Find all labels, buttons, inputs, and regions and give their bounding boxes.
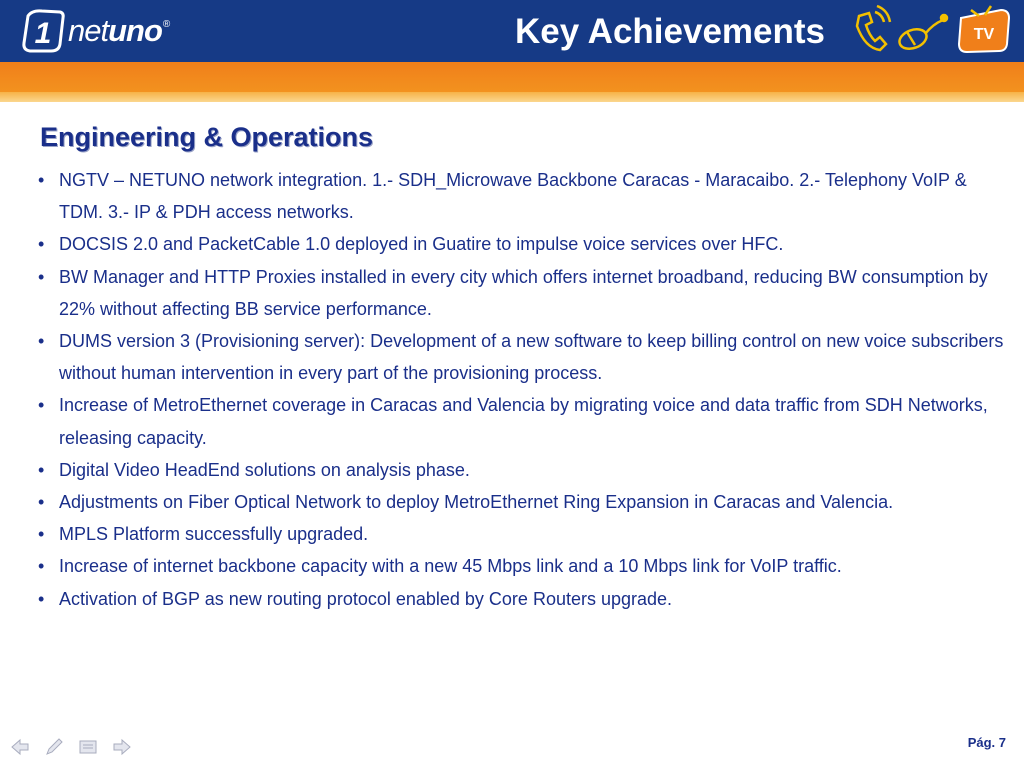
bullet-dot: •	[38, 266, 45, 287]
bullet-text: Digital Video HeadEnd solutions on analysis phase.	[59, 459, 470, 480]
bullet-item	[36, 228, 1011, 260]
bullet-item	[36, 486, 1011, 518]
netuno-logo	[20, 8, 169, 54]
slide-navigation	[10, 736, 132, 758]
bullet-dot: •	[38, 395, 45, 416]
bullet-text: BW Manager and HTTP Proxies installed in every city which offers internet broadband, reducing BW consumption by 22% without affecting BB service performance.	[59, 266, 988, 319]
mouse-icon	[897, 15, 947, 52]
logo-trademark: ®	[162, 19, 170, 30]
section-title: Engineering & Operations	[40, 122, 374, 152]
bullet-item	[36, 583, 1011, 615]
bullet-dot: •	[38, 524, 45, 545]
service-icons	[845, 4, 1015, 58]
bullet-dot: •	[38, 170, 45, 190]
bullet-text: Adjustments on Fiber Optical Network to deploy MetroEthernet Ring Expansion in Caracas and Valencia.	[59, 492, 894, 513]
slide-title: Key Achievements	[515, 12, 825, 51]
bullet-text: Increase of MetroEthernet coverage in Caracas and Valencia by migrating voice and data traffic from SDH Networks, releasing capacity.	[59, 395, 988, 448]
svg-text:TV: TV	[973, 26, 995, 43]
bullet-list	[36, 164, 1011, 615]
logo-wordmark	[68, 13, 169, 49]
bullet-item	[36, 389, 1011, 453]
bullet-dot: •	[38, 588, 45, 609]
bullet-item	[36, 164, 1011, 228]
menu-icon[interactable]	[78, 737, 98, 757]
bullet-dot: •	[38, 492, 45, 513]
page-number: Pág. 7	[967, 735, 1006, 750]
tv-icon	[959, 6, 1009, 52]
orange-band-fade	[0, 92, 1024, 102]
bullet-dot: •	[38, 459, 45, 480]
logo-one-icon	[20, 8, 66, 54]
orange-band	[0, 62, 1024, 92]
bullet-dot: •	[38, 556, 45, 577]
phone-icon	[857, 6, 890, 50]
svg-text:1: 1	[34, 17, 52, 50]
bullet-text: MPLS Platform successfully upgraded.	[59, 524, 369, 545]
bullet-dot: •	[38, 331, 45, 352]
pen-icon[interactable]	[44, 737, 64, 757]
bullet-text: DUMS version 3 (Provisioning server): Development of a new software to keep billing control on new voice subscribers without human intervention in every part of the provisioning process.	[59, 331, 1004, 384]
bullet-text: DOCSIS 2.0 and PacketCable 1.0 deployed in Guatire to impulse voice services over HFC.	[59, 234, 784, 255]
bullet-text: Increase of internet backbone capacity with a new 45 Mbps link and a 10 Mbps link for VoIP traffic.	[59, 556, 842, 577]
bullet-item	[36, 550, 1011, 582]
bullet-text: NGTV – NETUNO network integration. 1.- SDH_Microwave Backbone Caracas - Maracaibo. 2.- Telephony VoIP & TDM. 3.- IP & PDH access networks.	[59, 170, 967, 223]
bullet-item	[36, 325, 1011, 389]
bullet-dot: •	[38, 234, 45, 255]
arrow-left-icon[interactable]	[10, 737, 30, 757]
bullet-text: Activation of BGP as new routing protocol enabled by Core Routers upgrade.	[59, 588, 673, 609]
bullet-item	[36, 454, 1011, 486]
bullet-item	[36, 518, 1011, 550]
logo-uno: uno	[108, 13, 162, 48]
bullet-item	[36, 261, 1011, 325]
logo-net: net	[68, 13, 109, 48]
arrow-right-icon[interactable]	[112, 737, 132, 757]
